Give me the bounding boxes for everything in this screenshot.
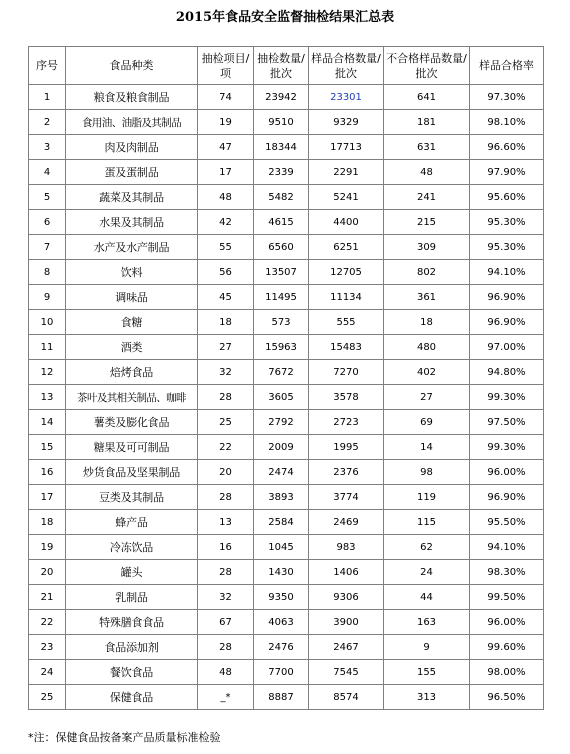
- row-rate: 96.50%: [470, 685, 544, 710]
- row-rate: 94.10%: [470, 535, 544, 560]
- row-sampled: 573: [254, 310, 309, 335]
- row-unqualified: 98: [384, 460, 470, 485]
- row-rate: 94.80%: [470, 360, 544, 385]
- row-number: 17: [29, 485, 66, 510]
- row-items: 20: [198, 460, 254, 485]
- table-row: [29, 685, 544, 710]
- row-rate: 95.60%: [470, 185, 544, 210]
- row-unqualified: 115: [384, 510, 470, 535]
- row-rate: 96.90%: [470, 485, 544, 510]
- row-number: 18: [29, 510, 66, 535]
- row-category: 粮食及粮食制品: [66, 85, 198, 110]
- row-unqualified: 361: [384, 285, 470, 310]
- row-number: 16: [29, 460, 66, 485]
- row-number: 22: [29, 610, 66, 635]
- row-sampled: 18344: [254, 135, 309, 160]
- row-items: 22: [198, 435, 254, 460]
- row-rate: 99.50%: [470, 585, 544, 610]
- row-number: 21: [29, 585, 66, 610]
- row-category: 水产及水产制品: [66, 235, 198, 260]
- row-category: 保健食品: [66, 685, 198, 710]
- row-number: 2: [29, 110, 66, 135]
- row-unqualified: 14: [384, 435, 470, 460]
- row-sampled: 2584: [254, 510, 309, 535]
- summary-table: [28, 46, 544, 710]
- row-unqualified: 155: [384, 660, 470, 685]
- row-qualified: 2469: [309, 510, 384, 535]
- row-items: 42: [198, 210, 254, 235]
- table-row: [29, 435, 544, 460]
- row-qualified: 7270: [309, 360, 384, 385]
- row-unqualified: 119: [384, 485, 470, 510]
- row-unqualified: 181: [384, 110, 470, 135]
- row-number: 20: [29, 560, 66, 585]
- row-items: 74: [198, 85, 254, 110]
- row-items: 56: [198, 260, 254, 285]
- table-row: [29, 85, 544, 110]
- row-sampled: 11495: [254, 285, 309, 310]
- row-unqualified: 641: [384, 85, 470, 110]
- row-qualified: 17713: [309, 135, 384, 160]
- row-qualified: 4400: [309, 210, 384, 235]
- row-sampled: 1045: [254, 535, 309, 560]
- row-items: 28: [198, 385, 254, 410]
- row-qualified: 3900: [309, 610, 384, 635]
- row-category: 餐饮食品: [66, 660, 198, 685]
- table-row: [29, 560, 544, 585]
- row-sampled: 4615: [254, 210, 309, 235]
- row-rate: 98.30%: [470, 560, 544, 585]
- row-category: 肉及肉制品: [66, 135, 198, 160]
- row-unqualified: 480: [384, 335, 470, 360]
- row-qualified: 2291: [309, 160, 384, 185]
- row-qualified: 1995: [309, 435, 384, 460]
- header-category: 食品种类: [66, 47, 198, 85]
- row-category: 豆类及其制品: [66, 485, 198, 510]
- row-category: 罐头: [66, 560, 198, 585]
- row-unqualified: 215: [384, 210, 470, 235]
- table-row: [29, 535, 544, 560]
- row-number: 13: [29, 385, 66, 410]
- row-category: 饮料: [66, 260, 198, 285]
- row-qualified: 7545: [309, 660, 384, 685]
- header-unqualified: 不合格样品数量/批次: [384, 47, 470, 85]
- row-sampled: 23942: [254, 85, 309, 110]
- table-row: [29, 410, 544, 435]
- row-unqualified: 309: [384, 235, 470, 260]
- row-qualified: 983: [309, 535, 384, 560]
- row-number: 3: [29, 135, 66, 160]
- row-sampled: 2476: [254, 635, 309, 660]
- header-sampled: 抽检数量/批次: [254, 47, 309, 85]
- row-items: 17: [198, 160, 254, 185]
- row-rate: 97.90%: [470, 160, 544, 185]
- row-qualified: 15483: [309, 335, 384, 360]
- row-items: 32: [198, 360, 254, 385]
- row-number: 1: [29, 85, 66, 110]
- row-category: 炒货食品及坚果制品: [66, 460, 198, 485]
- row-unqualified: 9: [384, 635, 470, 660]
- row-category: 乳制品: [66, 585, 198, 610]
- row-unqualified: 313: [384, 685, 470, 710]
- row-sampled: 2474: [254, 460, 309, 485]
- row-sampled: 7700: [254, 660, 309, 685]
- row-sampled: 2339: [254, 160, 309, 185]
- table-row: [29, 210, 544, 235]
- row-unqualified: 241: [384, 185, 470, 210]
- row-number: 10: [29, 310, 66, 335]
- table-row: [29, 585, 544, 610]
- row-unqualified: 69: [384, 410, 470, 435]
- row-sampled: 2009: [254, 435, 309, 460]
- row-sampled: 8887: [254, 685, 309, 710]
- row-items: 19: [198, 110, 254, 135]
- table-row: [29, 360, 544, 385]
- row-rate: 95.30%: [470, 210, 544, 235]
- row-items: 28: [198, 560, 254, 585]
- row-rate: 98.00%: [470, 660, 544, 685]
- row-number: 12: [29, 360, 66, 385]
- table-row: [29, 460, 544, 485]
- row-items: 13: [198, 510, 254, 535]
- row-rate: 97.50%: [470, 410, 544, 435]
- row-qualified: 12705: [309, 260, 384, 285]
- row-number: 5: [29, 185, 66, 210]
- row-rate: 99.30%: [470, 435, 544, 460]
- row-sampled: 1430: [254, 560, 309, 585]
- row-items: 27: [198, 335, 254, 360]
- table-row: [29, 635, 544, 660]
- row-category: 蜂产品: [66, 510, 198, 535]
- row-number: 23: [29, 635, 66, 660]
- table-row: [29, 660, 544, 685]
- row-items: 32: [198, 585, 254, 610]
- row-category: 酒类: [66, 335, 198, 360]
- row-items: _*: [198, 685, 254, 710]
- row-rate: 96.00%: [470, 610, 544, 635]
- row-items: 45: [198, 285, 254, 310]
- row-items: 47: [198, 135, 254, 160]
- row-qualified: 9329: [309, 110, 384, 135]
- row-items: 67: [198, 610, 254, 635]
- row-qualified: 2376: [309, 460, 384, 485]
- row-sampled: 15963: [254, 335, 309, 360]
- row-category: 食品添加剂: [66, 635, 198, 660]
- row-qualified: 2467: [309, 635, 384, 660]
- header-qualified: 样品合格数量/批次: [309, 47, 384, 85]
- table-row: [29, 110, 544, 135]
- footnote: *注：保健食品按备案产品质量标准检验: [28, 731, 221, 744]
- row-sampled: 5482: [254, 185, 309, 210]
- row-rate: 95.30%: [470, 235, 544, 260]
- row-rate: 95.50%: [470, 510, 544, 535]
- row-sampled: 9510: [254, 110, 309, 135]
- row-number: 15: [29, 435, 66, 460]
- row-rate: 99.60%: [470, 635, 544, 660]
- row-number: 25: [29, 685, 66, 710]
- row-items: 48: [198, 660, 254, 685]
- header-items: 抽检项目/项: [198, 47, 254, 85]
- row-sampled: 3605: [254, 385, 309, 410]
- row-category: 糖果及可可制品: [66, 435, 198, 460]
- row-qualified: 1406: [309, 560, 384, 585]
- row-rate: 96.90%: [470, 285, 544, 310]
- table-row: [29, 510, 544, 535]
- page-title: 2015年食品安全监督抽检结果汇总表: [175, 10, 395, 25]
- row-number: 14: [29, 410, 66, 435]
- row-number: 4: [29, 160, 66, 185]
- row-sampled: 7672: [254, 360, 309, 385]
- row-number: 7: [29, 235, 66, 260]
- row-rate: 99.30%: [470, 385, 544, 410]
- row-qualified: 3578: [309, 385, 384, 410]
- row-items: 28: [198, 485, 254, 510]
- row-category: 冷冻饮品: [66, 535, 198, 560]
- table-row: [29, 335, 544, 360]
- row-items: 25: [198, 410, 254, 435]
- row-category: 蛋及蛋制品: [66, 160, 198, 185]
- row-category: 焙烤食品: [66, 360, 198, 385]
- row-unqualified: 631: [384, 135, 470, 160]
- table-row: [29, 135, 544, 160]
- row-category: 特殊膳食食品: [66, 610, 198, 635]
- row-category: 茶叶及其相关制品、咖啡: [66, 385, 198, 410]
- row-rate: 96.00%: [470, 460, 544, 485]
- row-unqualified: 62: [384, 535, 470, 560]
- row-qualified: 23301: [309, 85, 384, 110]
- row-unqualified: 27: [384, 385, 470, 410]
- row-qualified: 11134: [309, 285, 384, 310]
- row-qualified: 2723: [309, 410, 384, 435]
- header-rate: 样品合格率: [470, 47, 544, 85]
- row-rate: 96.90%: [470, 310, 544, 335]
- row-items: 18: [198, 310, 254, 335]
- row-rate: 94.10%: [470, 260, 544, 285]
- row-category: 食用油、油脂及其制品: [66, 110, 198, 135]
- header-no: 序号: [29, 47, 66, 85]
- header-row: [29, 47, 544, 85]
- row-number: 8: [29, 260, 66, 285]
- row-unqualified: 18: [384, 310, 470, 335]
- row-qualified: 6251: [309, 235, 384, 260]
- row-sampled: 4063: [254, 610, 309, 635]
- row-qualified: 5241: [309, 185, 384, 210]
- row-qualified: 555: [309, 310, 384, 335]
- row-sampled: 13507: [254, 260, 309, 285]
- row-unqualified: 402: [384, 360, 470, 385]
- row-unqualified: 24: [384, 560, 470, 585]
- row-category: 食糖: [66, 310, 198, 335]
- row-unqualified: 44: [384, 585, 470, 610]
- row-qualified: 8574: [309, 685, 384, 710]
- row-items: 16: [198, 535, 254, 560]
- row-sampled: 2792: [254, 410, 309, 435]
- row-category: 水果及其制品: [66, 210, 198, 235]
- row-rate: 98.10%: [470, 110, 544, 135]
- table-row: [29, 610, 544, 635]
- row-category: 蔬菜及其制品: [66, 185, 198, 210]
- table-row: [29, 485, 544, 510]
- row-number: 24: [29, 660, 66, 685]
- table-row: [29, 260, 544, 285]
- table-row: [29, 160, 544, 185]
- row-rate: 97.30%: [470, 85, 544, 110]
- row-qualified: 3774: [309, 485, 384, 510]
- table-row: [29, 285, 544, 310]
- row-unqualified: 163: [384, 610, 470, 635]
- row-number: 6: [29, 210, 66, 235]
- row-category: 调味品: [66, 285, 198, 310]
- row-unqualified: 48: [384, 160, 470, 185]
- table-row: [29, 385, 544, 410]
- table-row: [29, 185, 544, 210]
- row-number: 19: [29, 535, 66, 560]
- row-items: 28: [198, 635, 254, 660]
- row-unqualified: 802: [384, 260, 470, 285]
- row-rate: 97.00%: [470, 335, 544, 360]
- row-rate: 96.60%: [470, 135, 544, 160]
- row-items: 55: [198, 235, 254, 260]
- table-row: [29, 235, 544, 260]
- row-number: 11: [29, 335, 66, 360]
- row-sampled: 6560: [254, 235, 309, 260]
- table-row: [29, 310, 544, 335]
- row-qualified: 9306: [309, 585, 384, 610]
- row-items: 48: [198, 185, 254, 210]
- row-sampled: 9350: [254, 585, 309, 610]
- row-number: 9: [29, 285, 66, 310]
- row-sampled: 3893: [254, 485, 309, 510]
- row-category: 薯类及膨化食品: [66, 410, 198, 435]
